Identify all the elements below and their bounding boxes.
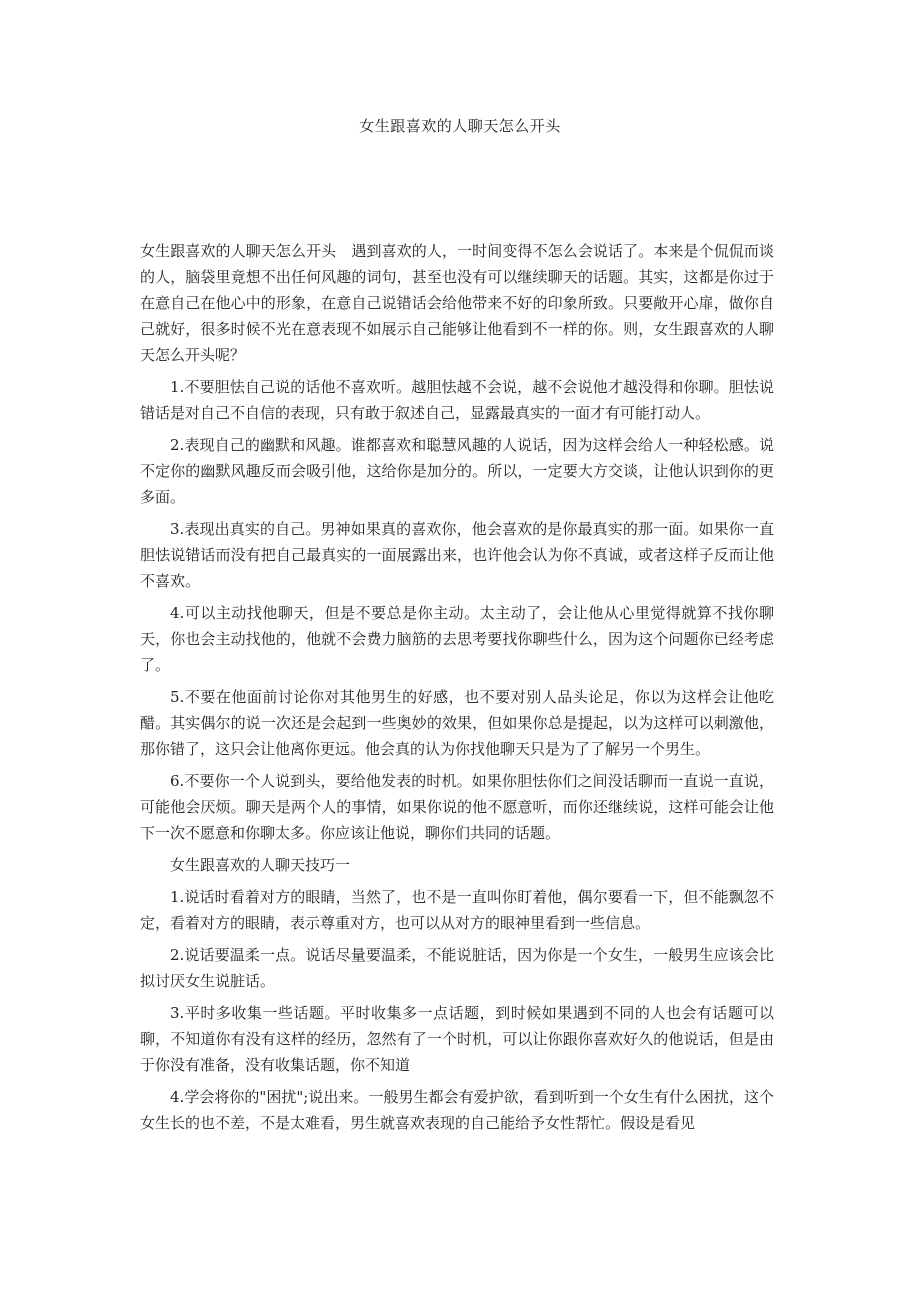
intro-paragraph: 女生跟喜欢的人聊天怎么开头 遇到喜欢的人，一时间变得不怎么会说话了。本来是个侃侃而谈的人，脑袋里竟想不出任何风趣的词句，甚至也没有可以继续聊天的话题。其实，这都是你过于在意自己在他心中的形象，在意自己说错话会给他带来不好的印象所致。只要敞开心扉，做你自己就好，很多时候不光在意表现不如展示自己能够让他看到不一样的你。则，女生跟喜欢的人聊天怎么开头呢？ (140, 242, 774, 364)
tip-paragraph-5: 5.不要在他面前讨论你对其他男生的好感，也不要对别人品头论足，你以为这样会让他吃醋。其实偶尔的说一次还是会起到一些奥妙的效果，但如果你总是提起，以为这样可以刺激他，那你错了，这只会让他离你更远。他会真的认为你找他聊天只是为了了解另一个男生。 (140, 688, 774, 758)
document-title: 女生跟喜欢的人聊天怎么开头 (359, 117, 561, 135)
tip-paragraph-4: 4.可以主动找他聊天，但是不要总是你主动。太主动了，会让他从心里觉得就算不找你聊天，你也会主动找他的，他就不会费力脑筋的去思考要找你聊些什么，因为这个问题你已经考虑了。 (140, 604, 774, 674)
document-body (140, 238, 774, 1142)
technique-paragraph-4: 4.学会将你的"困扰";说出来。一般男生都会有爱护欲，看到听到一个女生有什么困扰，这个女生长的也不差，不是太难看，男生就喜欢表现的自己能给予女性帮忙。假设是看见 (140, 1088, 774, 1132)
technique-paragraph-3: 3.平时多收集一些话题。平时收集多一点话题，到时候如果遇到不同的人也会有话题可以聊，不知道你有没有这样的经历，忽然有了一个时机，可以让你跟你喜欢好久的他说话，但是由于你没有准备，没有收集话题，你不知道 (140, 1004, 774, 1074)
tip-paragraph-1: 1.不要胆怯自己说的话他不喜欢听。越胆怯越不会说，越不会说他才越没得和你聊。胆怯说错话是对自己不自信的表现，只有敢于叙述自己，显露最真实的一面才有可能打动人。 (140, 378, 774, 422)
section-subheading: 女生跟喜欢的人聊天技巧一 (170, 856, 351, 874)
technique-paragraph-2: 2.说话要温柔一点。说话尽量要温柔，不能说脏话，因为你是一个女生，一般男生应该会比拟讨厌女生说脏话。 (140, 946, 774, 990)
technique-paragraph-1: 1.说话时看着对方的眼睛，当然了，也不是一直叫你盯着他，偶尔要看一下，但不能飘忽不定，看着对方的眼睛，表示尊重对方，也可以从对方的眼神里看到一些信息。 (140, 888, 774, 932)
tip-paragraph-6: 6.不要你一个人说到头，要给他发表的时机。如果你胆怯你们之间没话聊而一直说一直说，可能他会厌烦。聊天是两个人的事情，如果你说的他不愿意听，而你还继续说，这样可能会让他下一次不愿意和你聊太多。你应该让他说，聊你们共同的话题。 (140, 772, 774, 842)
tip-paragraph-2: 2.表现自己的幽默和风趣。谁都喜欢和聪慧风趣的人说话，因为这样会给人一种轻松感。说不定你的幽默风趣反而会吸引他，这给你是加分的。所以，一定要大方交谈，让他认识到你的更多面。 (140, 436, 774, 506)
tip-paragraph-3: 3.表现出真实的自己。男神如果真的喜欢你，他会喜欢的是你最真实的那一面。如果你一直胆怯说错话而没有把自己最真实的一面展露出来，也许他会认为你不真诚，或者这样子反而让他不喜欢。 (140, 520, 774, 590)
